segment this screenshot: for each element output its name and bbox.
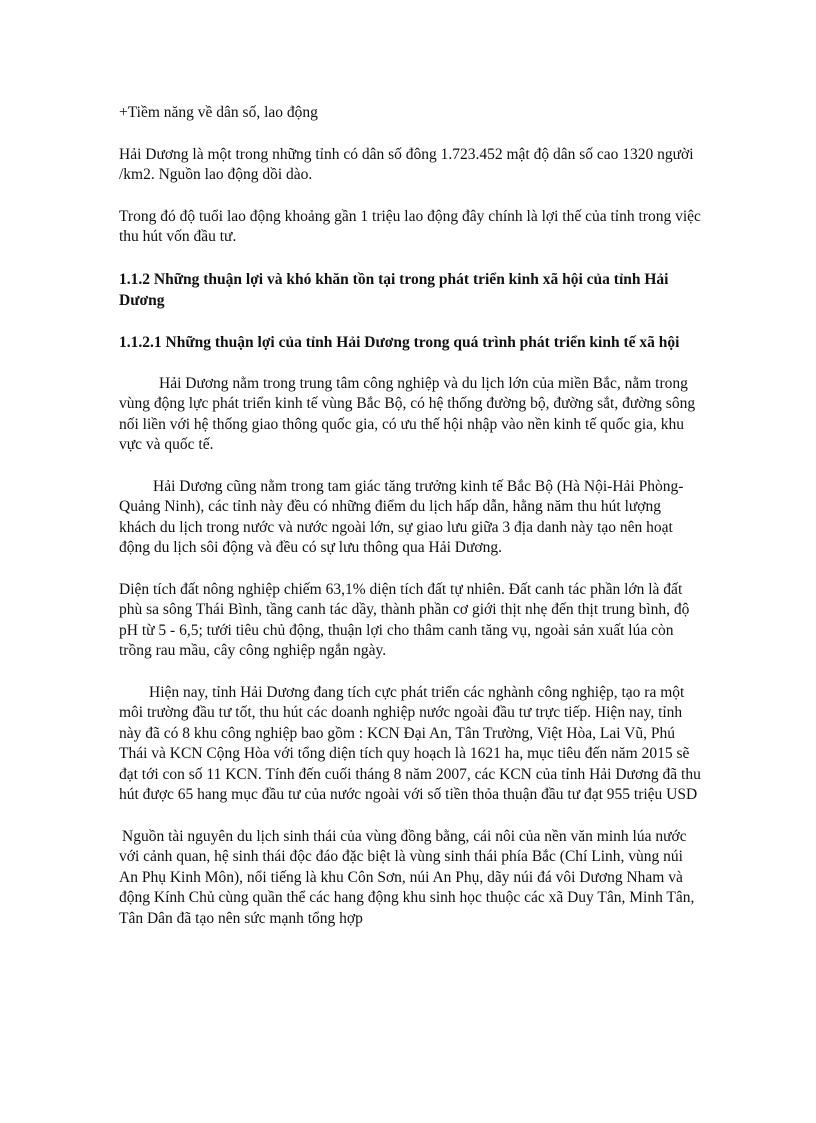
paragraph-industry: Hiện nay, tỉnh Hải Dương đang tích cực phát triển các nghành công nghiệp, tạo ra một môi trường đầu tư tốt, thu hút các doanh nghiệp nước ngoài đầu tư trực tiếp. Hiện nay, tỉnh này đã có 8 khu công nghiệp bao gồm : KCN Đại An, Tân Trường, Việt Hòa, Lai Vũ, Phú Thái và KCN Cộng Hòa với tổng diện tích quy hoạch là 1621 ha, mục tiêu đến năm 2015 sẽ đạt tới con số 11 KCN. Tính đến cuối tháng 8 năm 2007, các KCN của tỉnh Hải Dương đã thu hút được 65 hang mục đầu tư của nước ngoài với số tiền thỏa thuận đầu tư đạt 955 triệu USD [119, 683, 701, 803]
heading-advantages: 1.1.2.1 Những thuận lợi của tỉnh Hải Dương trong quá trình phát triển kinh tế xã hội [119, 333, 680, 351]
document-page [119, 103, 701, 950]
section-title: +Tiềm năng về dân số, lao động [119, 104, 318, 121]
paragraph-location: Hải Dương nằm trong trung tâm công nghiệp và du lịch lớn của miền Bắc, nằm trong vùng động lực phát triển kinh tế vùng Bắc Bộ, có hệ thống đường bộ, đường sắt, đường sông nối liền với hệ thống giao thông quốc gia, có ưu thế hội nhập vào nền kinh tế quốc gia, khu vực và quốc tế. [119, 374, 696, 453]
paragraph-growth-triangle: Hải Dương cũng nằm trong tam giác tăng trưởng kinh tế Bắc Bộ (Hà Nội-Hải Phòng-Quảng Ninh), các tỉnh này đều có những điểm du lịch hấp dẫn, hằng năm thu hút lượng khách du lịch trong nước và nước ngoài lớn, sự giao lưu giữa 3 địa danh này tạo nên hoạt động du lịch sôi động và đều có sự lưu thông qua Hải Dương. [119, 477, 684, 556]
heading-advantages-difficulties: 1.1.2 Những thuận lợi và khó khăn tồn tại trong phát triển kinh xã hội của tỉnh Hải Dương [119, 270, 669, 309]
paragraph-agriculture: Diện tích đất nông nghiệp chiếm 63,1% diện tích đất tự nhiên. Đất canh tác phần lớn là đất phù sa sông Thái Bình, tầng canh tác dầy, thành phần cơ giới thịt nhẹ đến thịt trung bình, độ pH từ 5 - 6,5; tưới tiêu chủ động, thuận lợi cho thâm canh tăng vụ, ngoài sản xuất lúa còn trồng rau mầu, cây công nghiệp ngắn ngày. [119, 580, 690, 659]
paragraph-tourism: Nguồn tài nguyên du lịch sinh thái của vùng đồng bằng, cái nôi của nền văn minh lúa nước với cảnh quan, hệ sinh thái độc đáo đặc biệt là vùng sinh thái phía Bắc (Chí Linh, vùng núi An Phụ Kinh Môn), nổi tiếng là khu Côn Sơn, núi An Phụ, dãy núi đá vôi Dương Nham và động Kính Chủ cùng quần thể các hang động khu sinh học thuộc các xã Duy Tân, Minh Tân, Tân Dân đã tạo nên sức mạnh tổng hợp [119, 827, 695, 927]
paragraph-population: Hải Dương là một trong những tỉnh có dân số đông 1.723.452 mật độ dân số cao 1320 người /km2. Nguồn lao động dồi dào. [119, 145, 694, 183]
paragraph-labor-age: Trong đó độ tuổi lao động khoảng gần 1 triệu lao động đây chính là lợi thế của tỉnh trong việc thu hút vốn đầu tư. [119, 207, 701, 245]
